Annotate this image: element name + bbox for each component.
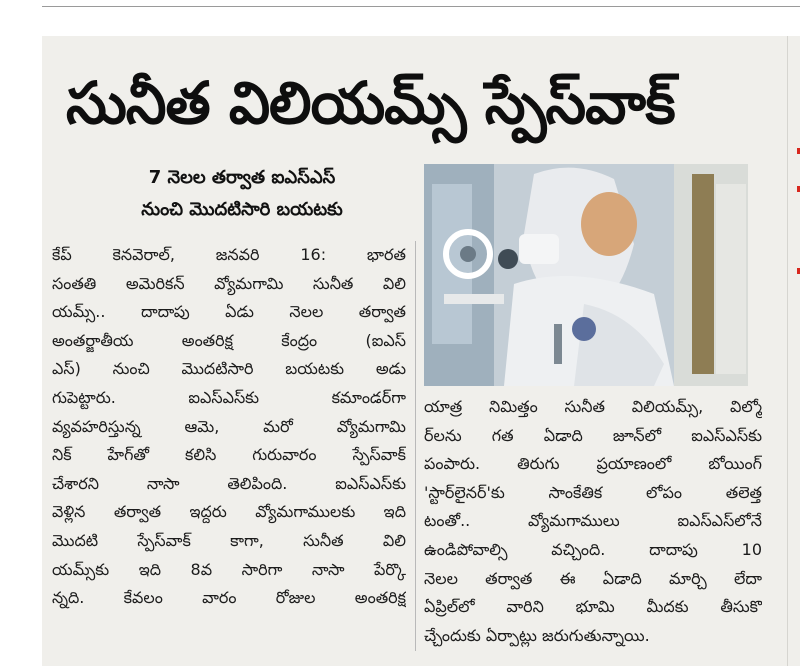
- article: [42, 36, 787, 666]
- body-line: ఎస్) నుంచి మొదటిసారి బయటకు అడు: [52, 359, 406, 379]
- newspaper-page: [42, 36, 800, 666]
- body-line: కేప్ కెనవెరాల్, జనవరి 16: భారత: [52, 245, 406, 264]
- subhead-line: నుంచి మొదటిసారి బయటకు: [141, 199, 343, 220]
- body-line: వెళ్లిన తర్వాత ఇద్దరు వ్యోమగాములకు ఇది: [52, 502, 406, 522]
- body-line: అంతర్జాతీయ అంతరిక్ష కేంద్రం (ఐఎస్: [52, 330, 406, 350]
- body-line: చేశారని నాసా తెలిపింది. ఐఎస్ఎస్‌కు: [52, 473, 406, 493]
- body-line: పంపారు. తిరుగు ప్రయాణంలో బోయింగ్: [424, 454, 762, 474]
- body-line: గుపెట్టారు. ఐఎస్ఎస్‌కు కమాండర్‌గా: [52, 387, 406, 407]
- subhead: [72, 162, 412, 226]
- body-line: సంతతి అమెరికన్ వ్యోమగామి సునీత విలి: [52, 273, 406, 293]
- body-column-left: [52, 241, 406, 613]
- body-line: యాత్ర నిమిత్తం సునీత విలియమ్స్, విల్మో: [424, 397, 762, 416]
- body-column-right: [424, 393, 762, 650]
- spacesuit-illustration: [424, 164, 748, 386]
- body-line: 'స్టార్‌లైనర్'కు సాంకేతిక లోపం తలెత్త: [424, 482, 762, 502]
- body-line: నెలల తర్వాత ఈ ఏడాది మార్చి లేదా: [424, 568, 762, 588]
- astronaut-photo: [424, 164, 748, 386]
- subhead-line: 7 నెలల తర్వాత ఐఎస్ఎస్: [148, 167, 336, 188]
- body-line: యమ్స్‌కు ఇది 8వ సారిగా నాసా పేర్కొ: [52, 559, 406, 579]
- body-line: మొదటి స్పేస్‌వాక్ కాగా, సునీత విలి: [52, 530, 406, 550]
- body-line: ర్‌లను గత ఏడాది జూన్‌లో ఐఎస్ఎస్‌కు: [424, 425, 762, 445]
- adjacent-article-strip: [787, 36, 800, 666]
- body-line: టంతో.. వ్యోమగాములు ఐఎస్ఎస్‌లోనే: [424, 511, 762, 531]
- body-line: వ్యవహరిస్తున్న ఆమె, మరో వ్యోమగామి: [52, 416, 406, 436]
- body-line: చ్చేందుకు ఏర్పాట్లు జరుగుతున్నాయి.: [424, 625, 650, 645]
- body-line: ఏప్రిల్‌లో వారిని భూమి మీదకు తీసుకొ: [424, 597, 762, 617]
- body-line: యమ్స్.. దాదాపు ఏడు నెలల తర్వాత: [52, 302, 406, 322]
- top-rule: [42, 6, 800, 7]
- body-line: న్నది. కేవలం వారం రోజుల అంతరిక్ష: [52, 588, 406, 608]
- column-divider: [415, 241, 416, 651]
- body-line: ఉండిపోవాల్సి వచ్చింది. దాదాపు 10: [424, 539, 762, 559]
- body-line: నిక్ హేగ్‌తో కలిసి గురువారం స్పేస్‌వాక్: [52, 445, 406, 465]
- headline: సునీత విలియమ్స్ స్పేస్‌వాక్: [66, 69, 675, 137]
